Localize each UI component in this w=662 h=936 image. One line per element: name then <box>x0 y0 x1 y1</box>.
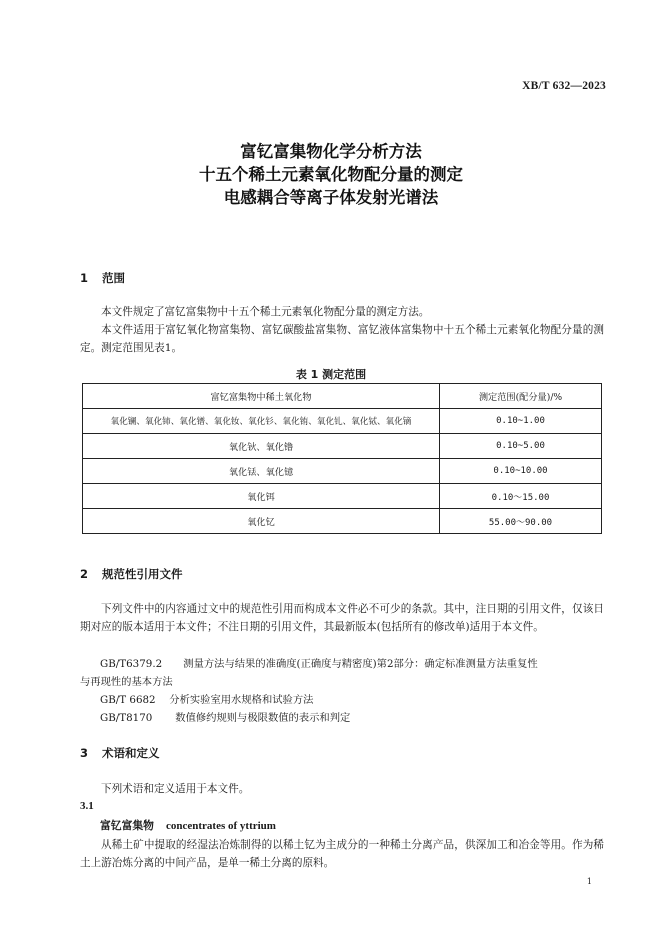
table-cell-range: 0.10~5.00 <box>440 434 602 459</box>
term-definition: 从稀土矿中提取的经湿法冶炼制得的以稀土钇为主成分的一种稀土分离产品，供深加工和冶金等用。作为稀土上游冶炼分离的中间产品，是单一稀土分离的原料。 <box>80 839 604 869</box>
section-3-number: 3 <box>80 746 89 760</box>
section-2-heading <box>80 566 183 582</box>
table-cell-oxide: 氧化钬、氧化镥 <box>83 434 440 459</box>
reference-title-continued: 与再现性的基本方法 <box>80 676 173 688</box>
page-number: 1 <box>586 877 592 886</box>
section-1-number: 1 <box>80 271 89 285</box>
reference-code: GB/T8170 <box>100 712 153 724</box>
title-line-1: 富钇富集物化学分析方法 <box>240 142 422 161</box>
reference-item <box>100 691 313 709</box>
term-number: 3.1 <box>80 800 94 812</box>
table-cell-range: 0.10~1.00 <box>440 409 602 434</box>
section-3-intro: 下列术语和定义适用于本文件。 <box>101 783 250 795</box>
table-cell-oxide: 氧化铒 <box>83 484 440 509</box>
reference-title: 测量方法与结果的准确度(正确度与精密度)第2部分：确定标准测量方法重复性 <box>183 658 538 670</box>
title-line-3: 电感耦合等离子体发射光谱法 <box>223 188 439 207</box>
table-cell-oxide: 氧化铥、氧化镱 <box>83 459 440 484</box>
table-row <box>83 459 602 484</box>
section-3-heading <box>80 745 160 761</box>
table-row <box>83 409 602 434</box>
table-cell-oxide: 氧化镧、氧化铈、氧化镨、氧化钕、氧化钐、氧化铕、氧化钆、氧化铽、氧化镝 <box>83 409 440 434</box>
table-header-oxide: 富钇富集物中稀土氧化物 <box>83 384 440 409</box>
table-cell-range: 55.00～90.00 <box>440 509 602 534</box>
section-1-title: 范围 <box>102 271 126 285</box>
section-2-number: 2 <box>80 567 89 581</box>
table-cell-range: 0.10~10.00 <box>440 459 602 484</box>
section-3-title: 术语和定义 <box>102 746 160 760</box>
reference-item <box>100 709 350 727</box>
term-entry <box>100 818 276 833</box>
reference-code: GB/T6379.2 <box>100 658 163 670</box>
section-1-paragraph-1: 本文件规定了富钇富集物中十五个稀土元素氧化物配分量的测定方法。 <box>101 306 430 318</box>
table-row <box>83 509 602 534</box>
reference-title: 数值修约规则与极限数值的表示和判定 <box>175 712 351 724</box>
table-cell-oxide: 氧化钇 <box>83 509 440 534</box>
table-cell-range: 0.10～15.00 <box>440 484 602 509</box>
title-line-2: 十五个稀土元素氧化物配分量的测定 <box>199 165 463 184</box>
term-name-cn: 富钇富集物 <box>100 819 154 832</box>
section-1-heading <box>80 270 125 286</box>
term-name-en: concentrates of yttrium <box>165 820 276 832</box>
reference-code: GB/T 6682 <box>100 694 156 706</box>
reference-item <box>100 655 538 673</box>
measurement-range-table <box>82 383 602 534</box>
section-1-paragraph-2: 本文件适用于富钇氧化物富集物、富钇碳酸盐富集物、富钇液体富集物中十五个稀土元素氧化物配分量的测定。测定范围见表1。 <box>80 324 604 354</box>
document-title <box>0 140 662 209</box>
table-1-caption: 表 1 测定范围 <box>295 368 367 381</box>
table-row <box>83 434 602 459</box>
table-header-row <box>83 384 602 409</box>
table-header-range: 测定范围(配分量)/% <box>440 384 602 409</box>
reference-title: 分析实验室用水规格和试验方法 <box>169 694 314 706</box>
section-2-title: 规范性引用文件 <box>102 567 183 581</box>
section-2-intro: 下列文件中的内容通过文中的规范性引用而构成本文件必不可少的条款。其中，注日期的引用文件，仅该日期对应的版本适用于本文件；不注日期的引用文件，其最新版本(包括所有的修改单)适用于本文件。 <box>80 603 604 633</box>
table-row <box>83 484 602 509</box>
standard-code: XB/T 632—2023 <box>522 80 606 92</box>
